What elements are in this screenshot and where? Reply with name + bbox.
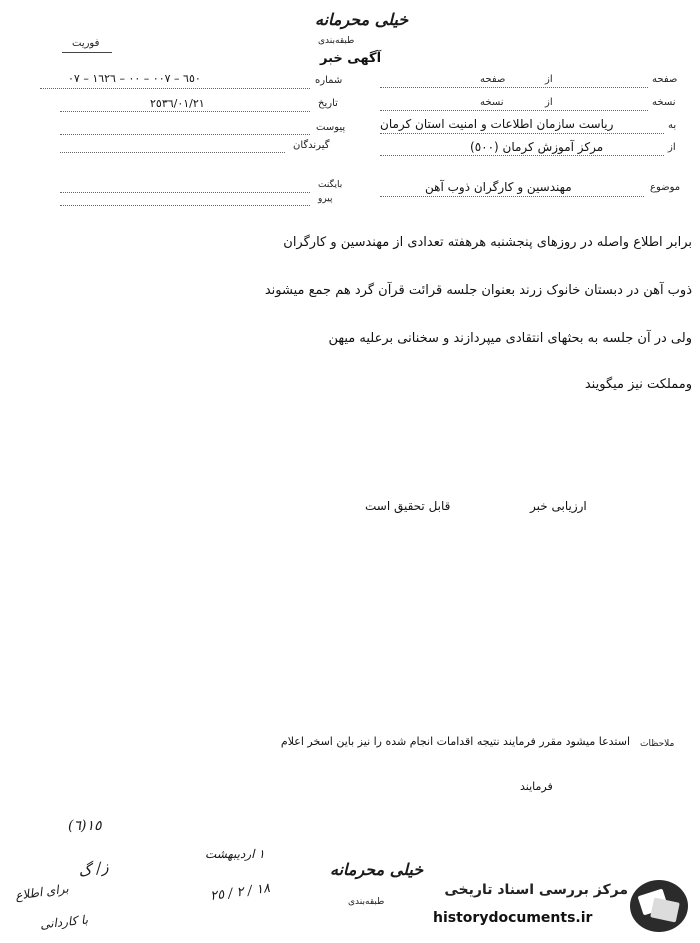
copy-word-label: نسخه — [480, 97, 504, 108]
body-line-4: ومملکت نیز میگویند — [584, 377, 692, 392]
book-pages-icon — [630, 880, 688, 932]
remarks-line-2: فرمایند — [520, 780, 553, 793]
recipients-line — [60, 152, 285, 153]
from-value: مرکز آموزش کرمان (٥٠٠) — [470, 140, 604, 154]
handwritten-scrawl-1: ز/ گ — [76, 857, 110, 881]
assessment-value: قابل تحقیق است — [365, 499, 451, 513]
page-line — [380, 87, 648, 88]
copy-label: نسخه — [652, 97, 676, 108]
form-title: آگهی خبر — [320, 51, 382, 66]
attachment-line — [60, 134, 310, 135]
copy-of-label: از — [545, 97, 553, 108]
page-label: صفحه — [652, 74, 678, 85]
copy-line — [380, 110, 648, 111]
bottom-signature: خیلی محرمانه — [330, 860, 424, 879]
watermark-url: historydocuments.ir — [433, 910, 593, 926]
subject-line — [380, 196, 644, 197]
attachment-label: پیوست — [316, 122, 346, 133]
date-line — [60, 111, 310, 112]
number-value: ٦٥٠ – ٠٠٧ – ٠٠ – ١٦٢٦ – ٠٧ — [68, 72, 201, 85]
handwritten-date-note: ١٨ / ٢ / ٢٥ — [209, 880, 271, 905]
page-of-label: از — [545, 74, 553, 85]
subject-value: مهندسین و کارگران ذوب آهن — [425, 180, 572, 194]
handwritten-month-note: ۱ اردیبهشت — [205, 847, 265, 861]
handwritten-scrawl-3: با کاردانی — [39, 912, 89, 932]
urgency-line — [62, 52, 112, 53]
remarks-line-1: استدعا میشود مقرر فرمایند نتیجه اقدامات انجام شده را نیز باین اسخر اعلام — [280, 735, 630, 748]
remarks-label: ملاحظات — [640, 739, 675, 749]
date-value: ٢٥٣٦/٠١/٢١ — [150, 97, 205, 110]
followup-label: پیرو — [318, 194, 333, 204]
body-line-2: ذوب آهن در دبستان خانوک زرند بعنوان جلسه قرائت قرآن گرد هم جمع میشوند — [264, 283, 692, 298]
watermark-title: مرکز بررسی اسناد تاریخی — [444, 882, 628, 898]
classification-label-top: طبقه‌بندی — [318, 36, 355, 46]
handwritten-number: ١٥(٦) — [68, 818, 102, 834]
body-line-1: برابر اطلاع واصله در روزهای پنجشنبه هرهفته تعدادی از مهندسین و کارگران — [283, 235, 692, 250]
from-label: از — [668, 142, 676, 153]
archive-label: بایگنت — [318, 180, 343, 190]
to-label: به — [668, 120, 677, 131]
subject-label: موضوع — [650, 182, 681, 193]
date-label: تاریخ — [318, 98, 338, 109]
bottom-classification-label: طبقه‌بندی — [348, 897, 385, 907]
number-label: شماره — [315, 75, 343, 86]
to-line — [380, 133, 664, 134]
handwritten-scrawl-2: برای اطلاع — [14, 881, 70, 903]
archive-line — [60, 192, 310, 193]
page-word-label: صفحه — [480, 74, 506, 85]
urgency-label: فوریت — [72, 38, 100, 49]
body-line-3: ولی در آن جلسه به بحثهای انتقادی میپردازند و سخنانی برعلیه میهن — [328, 331, 692, 346]
top-signature: خیلی محرمانه — [315, 10, 409, 29]
followup-line — [60, 205, 310, 206]
from-line — [380, 155, 664, 156]
assessment-label: ارزیابی خبر — [530, 499, 587, 513]
to-value: ریاست سازمان اطلاعات و امنیت استان کرمان — [380, 117, 614, 131]
number-line — [40, 88, 310, 89]
recipients-label: گیرندگان — [293, 140, 330, 151]
